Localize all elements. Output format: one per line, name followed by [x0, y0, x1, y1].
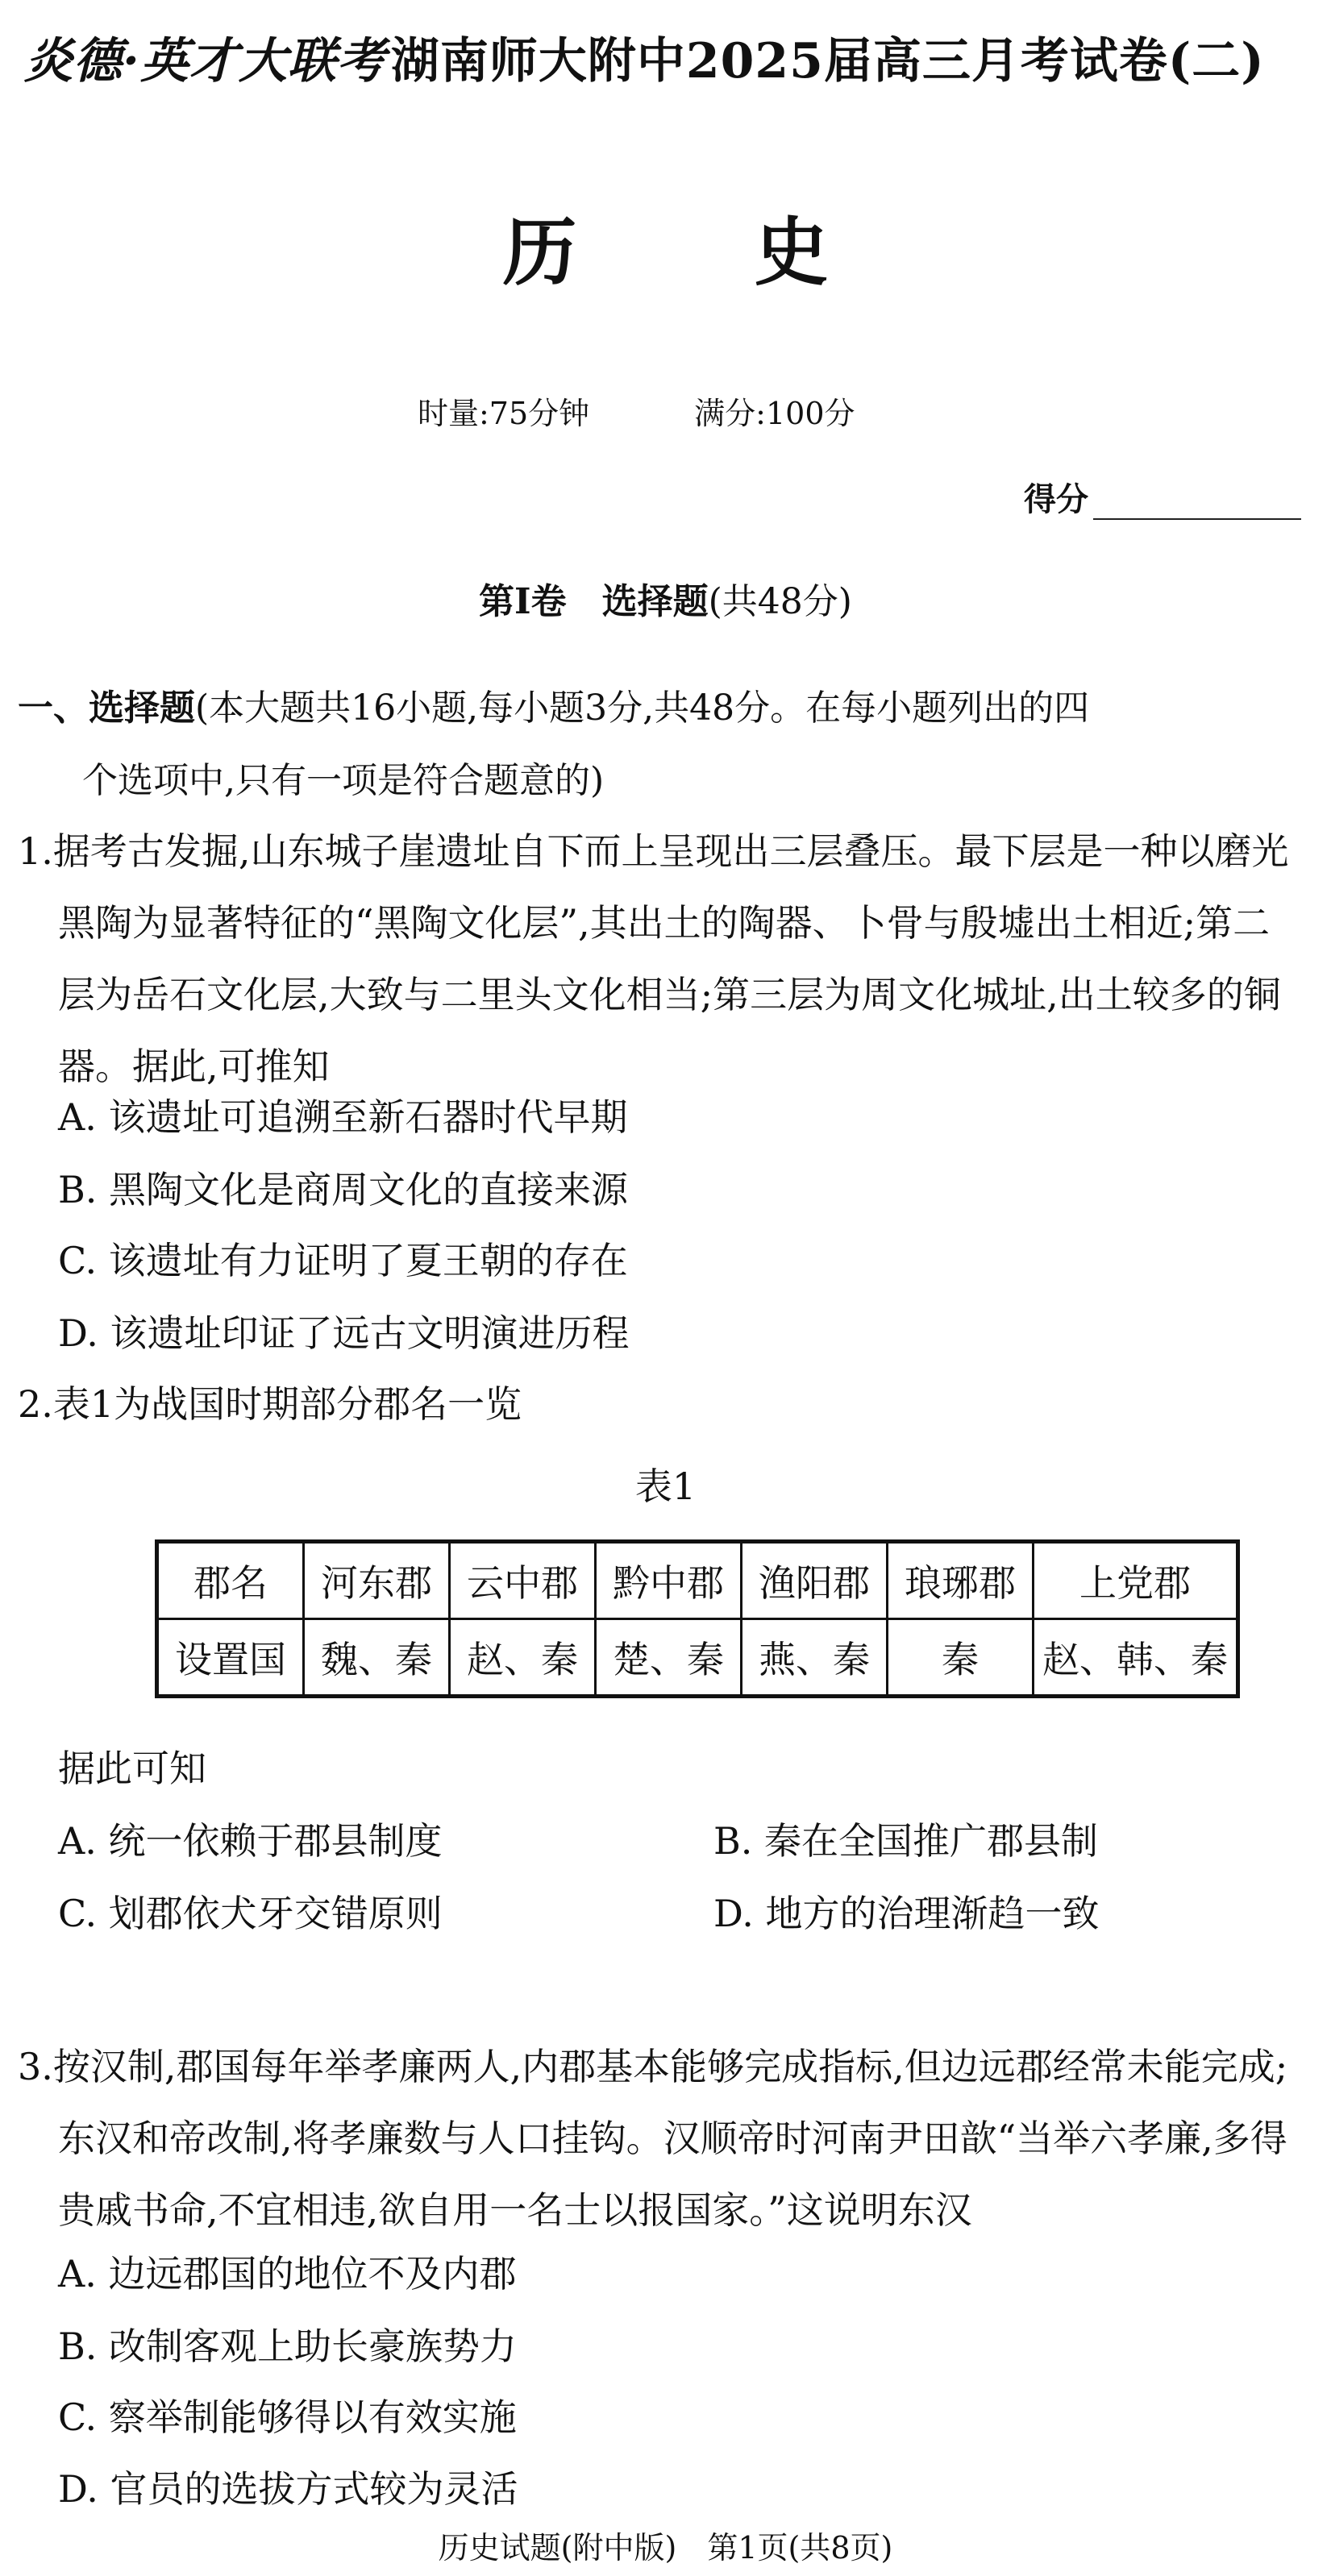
page-footer: 历史试题(附中版) 第1页(共8页) — [438, 2530, 893, 2566]
table-cell: 渔阳郡 — [742, 1542, 888, 1619]
table-cell: 楚、秦 — [596, 1619, 742, 1697]
table-row — [157, 1542, 1238, 1619]
table-caption: 表1 — [634, 1465, 697, 1508]
question-number: 3. — [18, 2045, 53, 2088]
option-b: B. 改制客观上助长豪族势力 — [58, 2325, 518, 2368]
exam-title: 湖南师大附中2025届高三月考试卷(二) — [390, 33, 1265, 89]
question-stem: 表1为战国时期部分郡名一览 — [52, 1382, 522, 1426]
score-blank-line — [1093, 489, 1301, 520]
option-b: B. 黑陶文化是商周文化的直接来源 — [58, 1168, 629, 1211]
table-cell: 黔中郡 — [596, 1542, 742, 1619]
exam-brand: 炎德·英才大联考 — [24, 33, 386, 89]
full-score: 满分:100分 — [694, 396, 855, 431]
option-a: A. 边远郡国的地位不及内郡 — [58, 2252, 517, 2296]
exam-header — [24, 23, 1314, 92]
question-number: 1. — [18, 829, 53, 873]
section-desc-line2: 个选项中,只有一项是符合题意的) — [82, 760, 605, 801]
option-c: C. 察举制能够得以有效实施 — [58, 2395, 517, 2439]
option-b: B. 秦在全国推广郡县制 — [713, 1819, 1099, 1863]
exam-info — [418, 388, 855, 433]
option-d: D. 该遗址印证了远古文明演进历程 — [58, 1311, 630, 1355]
table-cell: 燕、秦 — [742, 1619, 888, 1697]
table-cell: 赵、秦 — [450, 1619, 596, 1697]
table-cell: 上党郡 — [1034, 1542, 1238, 1619]
table-cell: 琅琊郡 — [888, 1542, 1034, 1619]
table-cell: 魏、秦 — [304, 1619, 450, 1697]
commandery-table — [155, 1539, 1240, 1698]
table-cell: 设置国 — [157, 1619, 304, 1697]
table-cell: 云中郡 — [450, 1542, 596, 1619]
subject-title: 历史 — [502, 209, 1006, 296]
question-2 — [18, 1375, 522, 1428]
time-limit: 时量:75分钟 — [418, 396, 590, 431]
section-heading — [18, 672, 1308, 817]
option-a: A. 统一依赖于郡县制度 — [58, 1819, 443, 1863]
table-cell: 郡名 — [157, 1542, 304, 1619]
option-d: D. 官员的选拔方式较为灵活 — [58, 2467, 518, 2511]
question-prompt: 据此可知 — [58, 1747, 206, 1790]
question-number: 2. — [18, 1382, 53, 1426]
table-row — [157, 1619, 1238, 1697]
section-title: 一、选择题 — [18, 688, 195, 729]
score-label: 得分 — [1024, 480, 1088, 518]
option-a: A. 该遗址可追溯至新石器时代早期 — [58, 1095, 628, 1139]
option-c: C. 该遗址有力证明了夏王朝的存在 — [58, 1239, 628, 1282]
part-title-tail: (共48分) — [708, 581, 852, 622]
part-title — [0, 572, 1331, 624]
question-1 — [18, 816, 1291, 1103]
section-desc-line1: (本大题共16小题,每小题3分,共48分。在每小题列出的四 — [195, 688, 1090, 729]
question-stem: 按汉制,郡国每年举孝廉两人,内郡基本能够完成指标,但边远郡经常未能完成;东汉和帝改制,将孝廉数与人口挂钩。汉顺帝时河南尹田歆“当举六孝廉,多得贵戚书命,不宜相违,欲自用一名士以报国家。”这说明东汉 — [52, 2045, 1288, 2232]
score-field — [1024, 474, 1301, 520]
table-cell: 河东郡 — [304, 1542, 450, 1619]
option-c: C. 划郡依犬牙交错原则 — [58, 1892, 443, 1935]
table-cell: 赵、韩、秦 — [1034, 1619, 1238, 1697]
option-d: D. 地方的治理渐趋一致 — [713, 1892, 1100, 1935]
table-cell: 秦 — [888, 1619, 1034, 1697]
question-stem: 据考古发掘,山东城子崖遗址自下而上呈现出三层叠压。最下层是一种以磨光黑陶为显著特征的“黑陶文化层”,其出土的陶器、卜骨与殷墟出土相近;第二层为岳石文化层,大致与二里头文化相当;第三层为周文化城址,出土较多的铜器。据此,可推知 — [52, 829, 1289, 1088]
question-3 — [18, 2031, 1291, 2246]
part-title-main: 第Ⅰ卷 选择题 — [479, 581, 709, 622]
